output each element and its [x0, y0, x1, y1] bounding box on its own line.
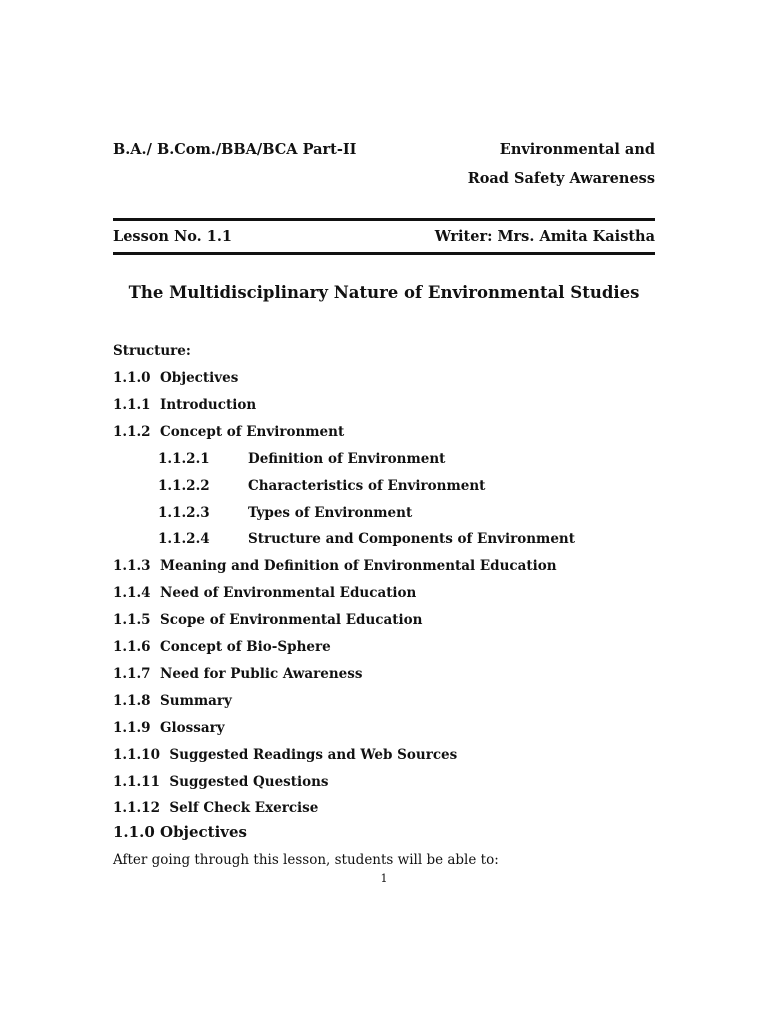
- structure-item-number: 1.1.4: [113, 585, 151, 602]
- structure-item: [113, 637, 331, 657]
- structure-item: [113, 691, 232, 711]
- structure-item-number: 1.1.3: [113, 558, 151, 575]
- structure-item: [113, 772, 329, 792]
- structure-item-text: Need for Public Awareness: [160, 665, 363, 682]
- structure-item-number: 1.1.6: [113, 639, 151, 655]
- structure-item: [113, 556, 557, 576]
- structure-item-text: Glossary: [160, 719, 225, 736]
- structure-item-number: 1.1.0: [113, 370, 151, 386]
- structure-item-text: Definition of Environment: [248, 450, 446, 467]
- structure-item-number: 1.1.1: [113, 396, 151, 413]
- structure-item: [113, 718, 225, 738]
- structure-item-number: 1.1.2.1: [158, 450, 210, 467]
- structure-item: [158, 529, 575, 549]
- structure-item-number: 1.1.2.4: [158, 531, 210, 548]
- structure-item-number: 1.1.8: [113, 692, 151, 709]
- structure-item: [158, 449, 445, 469]
- structure-heading: Structure:: [113, 343, 191, 359]
- structure-item-text: Meaning and Definition of Environmental Education: [160, 558, 557, 575]
- structure-item: [158, 503, 412, 523]
- structure-item: [158, 476, 485, 496]
- objectives-heading: [113, 823, 247, 841]
- lesson-number: Lesson No. 1.1: [113, 228, 233, 245]
- subject-line-1: Environmental and: [499, 141, 655, 158]
- structure-item-number: 1.1.11: [113, 773, 160, 790]
- structure-item: [113, 422, 344, 442]
- structure-item: [113, 583, 416, 603]
- structure-item-number: 1.1.9: [113, 719, 151, 736]
- course-label: B.A./ B.Com./BBA/BCA Part-II: [113, 141, 357, 158]
- structure-item: [113, 798, 318, 818]
- structure-item: [113, 368, 238, 388]
- structure-item-number: 1.1.7: [113, 665, 151, 682]
- structure-item-text: Characteristics of Environment: [248, 477, 486, 494]
- structure-item: [113, 745, 457, 765]
- structure-item-number: 1.1.5: [113, 612, 151, 629]
- bottom-rule: [113, 252, 655, 255]
- structure-item-text: Types of Environment: [248, 504, 413, 521]
- subject-line-2: Road Safety Awareness: [467, 170, 655, 187]
- structure-item-text: Self Check Exercise: [169, 800, 319, 817]
- structure-item-number: 1.1.12: [113, 800, 160, 817]
- objectives-heading-number: 1.1.0: [113, 823, 155, 841]
- structure-item-text: Objectives: [160, 370, 239, 386]
- structure-item: [113, 664, 362, 684]
- writer-name: Writer: Mrs. Amita Kaistha: [434, 228, 655, 245]
- structure-item-number: 1.1.10: [113, 746, 160, 763]
- top-rule: [113, 218, 655, 221]
- structure-item-number: 1.1.2.3: [158, 504, 210, 521]
- structure-item-text: Suggested Questions: [169, 773, 329, 790]
- structure-item-text: Concept of Environment: [160, 423, 345, 440]
- structure-item: [113, 395, 256, 415]
- objectives-heading-text: Objectives: [160, 823, 247, 841]
- structure-item-text: Structure and Components of Environment: [248, 531, 575, 548]
- structure-item-text: Summary: [160, 692, 232, 709]
- structure-item-text: Need of Environmental Education: [160, 585, 417, 602]
- lesson-title: The Multidisciplinary Nature of Environmental Studies: [128, 283, 640, 302]
- objectives-intro: After going through this lesson, students will be able to:: [113, 852, 499, 868]
- page-number: 1: [380, 872, 388, 885]
- structure-item: [113, 610, 422, 630]
- structure-item-number: 1.1.2.2: [158, 477, 210, 494]
- structure-item-text: Suggested Readings and Web Sources: [169, 746, 458, 763]
- structure-item-text: Scope of Environmental Education: [160, 612, 423, 629]
- structure-item-text: Introduction: [160, 396, 257, 413]
- structure-item-text: Concept of Bio-Sphere: [160, 639, 331, 655]
- structure-item-number: 1.1.2: [113, 423, 151, 440]
